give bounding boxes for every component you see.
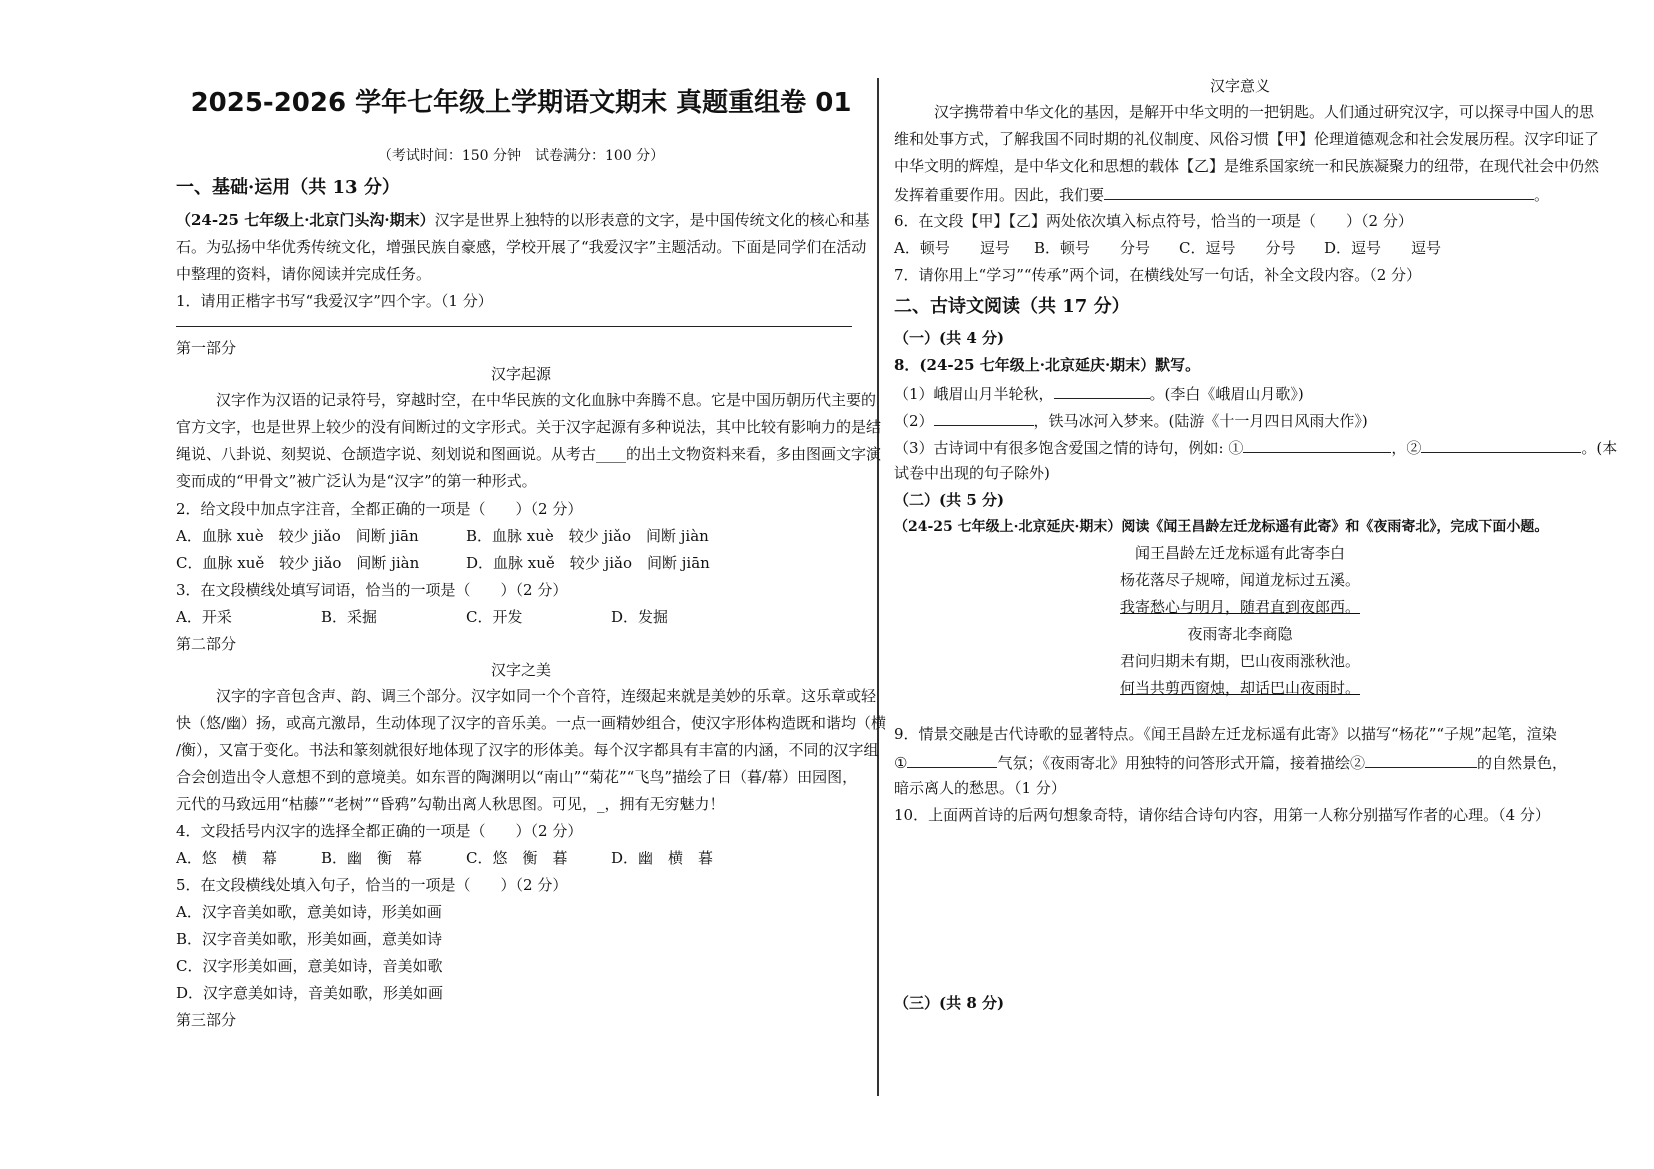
- meaning-title: 汉字意义: [1209, 77, 1270, 95]
- section2-heading: 二、古诗文阅读（共 17 分）: [894, 296, 1130, 317]
- part2-line-3: /衡），又富于变化。书法和篆刻就很好地体现了汉字的形体美。每个汉字都具有丰富的内涵，不同的汉字组: [176, 741, 879, 759]
- q8-blank-3b[interactable]: [1421, 436, 1581, 453]
- q8-item-3-text: （3）古诗词中有很多饱含爱国之情的诗句，例如: ①: [894, 439, 1244, 457]
- poem2-line-2: [894, 678, 1586, 698]
- q9-blank-1[interactable]: [907, 751, 997, 768]
- q3-option-c[interactable]: C．开发: [466, 608, 523, 626]
- part1-line-2: 官方文字，也是世界上较少的没有间断过的文字形式。关于汉字起源有多种说法，其中比较有影响力的是结: [176, 418, 882, 436]
- intro-line-2: 石。为弘扬中华优秀传统文化，增强民族自豪感，学校开展了“我爱汉字”主题活动。下面是同学们在活动: [176, 238, 867, 256]
- question-9-line-2: [894, 751, 1567, 773]
- subsection-1: （一）(共 4 分): [894, 329, 1005, 347]
- q8-blank-3a[interactable]: [1243, 436, 1391, 453]
- q4-option-c[interactable]: C．悠 衡 暮: [466, 849, 568, 867]
- meaning-line-2: 维和处事方式，了解我国不同时期的礼仪制度、风俗习惯【甲】伦理道德观念和社会发展历程。汉字印证了: [894, 130, 1600, 148]
- meaning-line-1: 汉字携带着中华文化的基因，是解开中华文明的一把钥匙。人们通过研究汉字，可以探寻中国人的思: [934, 103, 1595, 121]
- q6-option-c[interactable]: C．逗号 分号: [1179, 239, 1296, 257]
- q2-option-d[interactable]: D．血脉 xuě 较少 jiǎo 间断 jiān: [466, 554, 710, 572]
- part2-line-5: 元代的马致远用“枯藤”“老树”“昏鸦”勾勒出离人秋思图。可见，_，拥有无穷魅力！: [176, 795, 725, 813]
- q4-option-a[interactable]: A．悠 横 幕: [176, 849, 277, 867]
- q4-option-b[interactable]: B．幽 衡 幕: [321, 849, 423, 867]
- part2-line-4: 合会创造出令人意想不到的意境美。如东晋的陶渊明以“南山”“菊花”“飞鸟”描绘了日（暮/幕）田园图，: [176, 768, 858, 786]
- question-2: 2．给文段中加点字注音，全都正确的一项是（ ）（2 分）: [176, 500, 583, 518]
- meaning-line-3: 中华文明的辉煌，是中华文化和思想的载体【乙】是维系国家统一和民族凝聚力的纽带，在现代社会中仍然: [894, 157, 1600, 175]
- q5-option-a[interactable]: A．汉字音美如歌，意美如诗，形美如画: [176, 903, 442, 921]
- poem1-title: 闻王昌龄左迁龙标遥有此寄李白: [1134, 544, 1345, 562]
- q3-option-d[interactable]: D．发掘: [611, 608, 669, 626]
- q6-option-d[interactable]: D．逗号 逗号: [1324, 239, 1442, 257]
- q5-option-b[interactable]: B．汉字音美如歌，形美如画，意美如诗: [176, 930, 443, 948]
- q9-intro: （24-25 七年级上·北京延庆·期末）阅读《闻王昌龄左迁龙标遥有此寄》和《夜雨寄北》，完成下面小题。: [894, 519, 1549, 535]
- q2-option-c[interactable]: C．血脉 xuě 较少 jiǎo 间断 jiàn: [176, 554, 420, 572]
- subsection-2: （二）(共 5 分): [894, 491, 1005, 509]
- part1-line-1: 汉字作为汉语的记录符号，穿越时空，在中华民族的文化血脉中奔腾不息。它是中国历朝历代主要的: [216, 391, 877, 409]
- part1-label: 第一部分: [176, 339, 237, 357]
- q8-item-3: [894, 436, 1617, 458]
- question-9-line-1: 9．情景交融是古代诗歌的显著特点。《闻王昌龄左迁龙标遥有此寄》以描写“杨花”“子规”起笔，渲染: [894, 725, 1557, 743]
- poem2-line-2-text: 何当共剪西窗烛，却话巴山夜雨时。: [1119, 679, 1360, 697]
- part2-title: 汉字之美: [490, 661, 551, 679]
- q8-item-3-end: 。(本: [1581, 439, 1618, 457]
- section1-heading: 一、基础·运用（共 13 分）: [176, 177, 400, 198]
- q8-item-1: [894, 382, 1304, 404]
- question-3: 3．在文段横线处填写词语，恰当的一项是（ ）（2 分）: [176, 581, 568, 599]
- meaning-line-4: [894, 183, 1549, 205]
- q3-option-b[interactable]: B．采掘: [321, 608, 378, 626]
- meaning-line-4-suffix: 。: [1534, 186, 1550, 204]
- intro-text-1: 汉字是世界上独特的以形表意的文字，是中国传统文化的核心和基: [434, 211, 870, 229]
- q9-blank-2[interactable]: [1365, 751, 1477, 768]
- question-8-heading: 8．(24-25 七年级上·北京延庆·期末）默写。: [894, 356, 1201, 374]
- poem1-line-2-text: 我寄愁心与明月，随君直到夜郎西。: [1119, 598, 1360, 616]
- poem2-line-1: 君问归期未有期，巴山夜雨涨秋池。: [1119, 652, 1360, 670]
- q8-item-3-mid: ，②: [1391, 439, 1422, 457]
- question-4: 4．文段括号内汉字的选择全都正确的一项是（ ）（2 分）: [176, 822, 583, 840]
- question-1: 1．请用正楷字书写“我爱汉字”四个字。（1 分）: [176, 292, 493, 310]
- meaning-line-4-prefix: 发挥着重要作用。因此，我们要: [894, 186, 1105, 204]
- q8-blank-2[interactable]: [934, 409, 1034, 426]
- part2-line-1: 汉字的字音包含声、韵、调三个部分。汉字如同一个个音符，连缀起来就是美妙的乐章。这乐章或轻: [216, 687, 877, 705]
- q8-blank-1[interactable]: [1054, 382, 1150, 399]
- part1-line-4: 变而成的“甲骨文”被广泛认为是“汉字”的第一种形式。: [176, 472, 537, 490]
- question-5: 5．在文段横线处填入句子，恰当的一项是（ ）（2 分）: [176, 876, 568, 894]
- intro-line-3: 中整理的资料，请你阅读并完成任务。: [176, 265, 432, 283]
- question-7: 7．请你用上“学习”“传承”两个词，在横线处写一句话，补全文段内容。（2 分）: [894, 266, 1422, 284]
- q5-option-c[interactable]: C．汉字形美如画，意美如诗，音美如歌: [176, 957, 443, 975]
- q9-line-2-mid: 气氛；《夜雨寄北》用独特的问答形式开篇，接着描绘②: [997, 754, 1365, 772]
- q2-option-a[interactable]: A．血脉 xuè 较少 jiǎo 间断 jiān: [176, 527, 419, 545]
- q8-item-1-source: 。(李白《峨眉山月歌》): [1149, 385, 1304, 403]
- poem2-title: 夜雨寄北李商隐: [1187, 625, 1293, 643]
- q5-option-d[interactable]: D．汉字意美如诗，音美如歌，形美如画: [176, 984, 444, 1002]
- exam-info: （考试时间：150 分钟 试卷满分：100 分）: [377, 148, 665, 164]
- page-title: 2025-2026 学年七年级上学期语文期末 真题重组卷 01: [190, 88, 852, 118]
- q7-answer-blank[interactable]: [1104, 183, 1534, 200]
- part1-title: 汉字起源: [490, 365, 551, 383]
- q6-option-a[interactable]: A．顿号 逗号: [894, 239, 1010, 257]
- part2-label: 第二部分: [176, 635, 237, 653]
- q9-mark-1: ①: [894, 754, 908, 772]
- q8-item-3-cont: 试卷中出现的句子除外): [894, 464, 1050, 482]
- intro-source: （24-25 七年级上·北京门头沟·期末）: [176, 211, 435, 229]
- part2-line-2: 快（悠/幽）扬，或高亢激昂，生动体现了汉字的音乐美。一点一画精妙组合，使汉字形体构造既和谐均（横: [176, 714, 887, 732]
- q8-item-2: [894, 409, 1368, 431]
- q8-item-2-text: ，铁马冰河入梦来。(陆游《十一月四日风雨大作》): [1033, 412, 1368, 430]
- question-10: 10．上面两首诗的后两句想象奇特，请你结合诗句内容，用第一人称分别描写作者的心理。（4 分）: [894, 806, 1550, 824]
- poem1-line-1: 杨花落尽子规啼，闻道龙标过五溪。: [1119, 571, 1360, 589]
- q4-option-d[interactable]: D．幽 横 暮: [611, 849, 714, 867]
- q2-option-b[interactable]: B．血脉 xuè 较少 jiǎo 间断 jiàn: [466, 527, 709, 545]
- question-9-line-3: 暗示离人的愁思。（1 分）: [894, 779, 1066, 797]
- poem1-line-2: [894, 597, 1586, 617]
- q3-option-a[interactable]: A．开采: [176, 608, 232, 626]
- part3-label: 第三部分: [176, 1011, 237, 1029]
- q1-answer-line[interactable]: [176, 326, 852, 327]
- intro-line-1: [176, 210, 870, 230]
- column-divider: [877, 78, 879, 1096]
- q9-line-2-end: 的自然景色，: [1476, 754, 1567, 772]
- part1-line-3: 绳说、八卦说、刻契说、仓颉造字说、刻划说和图画说。从考古____的出土文物资料来看，多由图画文字演: [176, 445, 882, 463]
- q8-item-1-text: （1）峨眉山月半轮秋，: [894, 385, 1054, 403]
- q8-item-2-num: （2）: [894, 412, 934, 430]
- question-6: 6．在文段【甲】【乙】两处依次填入标点符号，恰当的一项是（ ）（2 分）: [894, 212, 1413, 230]
- q6-option-b[interactable]: B．顿号 分号: [1034, 239, 1151, 257]
- subsection-3: （三）(共 8 分): [894, 994, 1005, 1012]
